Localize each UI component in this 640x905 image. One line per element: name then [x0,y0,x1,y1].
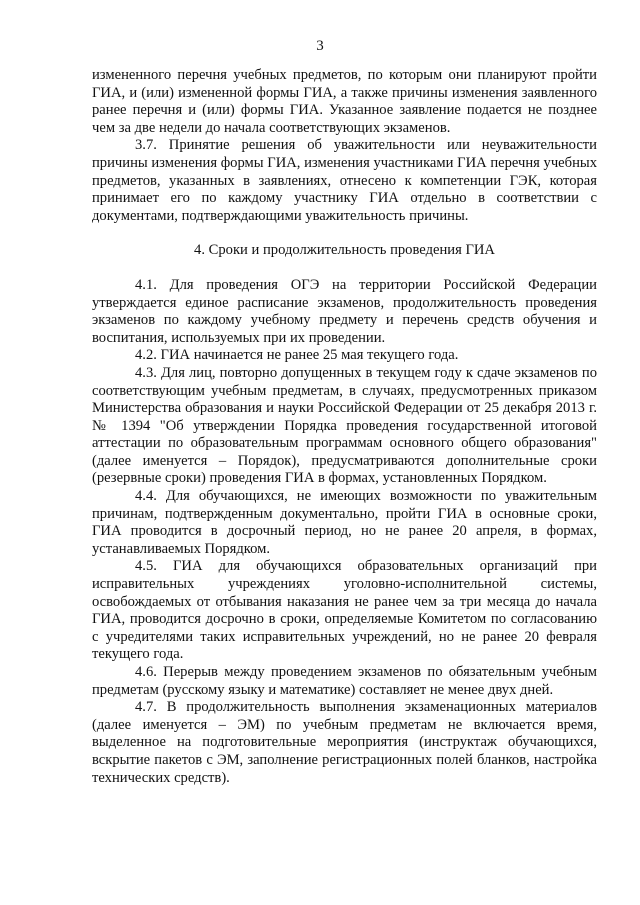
page-number: 3 [316,38,324,54]
paragraph-4-6: 4.6. Перерыв между проведением экзаменов по обязательным учебным предметам (русскому языку и математике) составляет не менее двух дней. [92,664,597,698]
document-body [92,67,597,787]
paragraph-3-7: 3.7. Принятие решения об уважительности или неуважительности причины изменения формы ГИА, изменения участниками ГИА перечня учебных предметов, указанных в заявлениях, отнесено к компетенции ГЭК, которая принимает его по каждому участнику ГИА отдельно в соответствии с документами, подтверждающими уважительность причины. [92,137,597,224]
paragraph-4-7: 4.7. В продолжительность выполнения экзаменационных материалов (далее именуется – ЭМ) по учебным предметам не включается время, выделенное на подготовительные мероприятия (инструктаж обучающихся, вскрытие пакетов с ЭМ, заполнение регистрационных полей бланков, настройка технических средств). [92,699,597,786]
paragraph-4-4: 4.4. Для обучающихся, не имеющих возможности по уважительным причинам, подтвержденным документально, пройти ГИА в основные сроки, ГИА проводится в досрочный период, но не ранее 20 апреля, в формах, устанавливаемых Порядком. [92,488,597,557]
paragraph-4-5: 4.5. ГИА для обучающихся образовательных организаций при исправительных учреждениях уголовно-исполнительной системы, освобождаемых от отбывания наказания не ранее чем за три месяца до начала ГИА, проводится досрочно в сроки, определяемые Комитетом по согласованию с учредителями таких исправительных учреждений, но не ранее 20 февраля текущего года. [92,558,597,663]
paragraph-4-3: 4.3. Для лиц, повторно допущенных в текущем году к сдаче экзаменов по соответствующим учебным предметам, в случаях, предусмотренных приказом Министерства образования и науки Российской Федерации от 25 декабря 2013 г. № 1394 "Об утверждении Порядка проведения государственной итоговой аттестации по образовательным программам основного общего образования" (далее именуется – Порядок), предусматриваются дополнительные сроки (резервные сроки) проведения ГИА в формах, установленных Порядком. [92,364,597,487]
paragraph-4-2: 4.2. ГИА начинается не ранее 25 мая текущего года. [135,347,459,364]
paragraph-4-1: 4.1. Для проведения ОГЭ на территории Российской Федерации утверждается единое расписание экзаменов, продолжительность проведения экзаменов по каждому учебному предмету и перечень средств обучения и воспитания, используемых при их проведении. [92,276,597,346]
section-4-heading: 4. Сроки и продолжительность проведения ГИА [194,242,495,259]
paragraph-3-6-continuation: измененного перечня учебных предметов, по которым они планируют пройти ГИА, и (или) измененной формы ГИА, а также причины изменения заявленного ранее перечня и (или) формы ГИА. Указанное заявление подается не позднее чем за две недели до начала соответствующих экзаменов. [92,67,597,136]
